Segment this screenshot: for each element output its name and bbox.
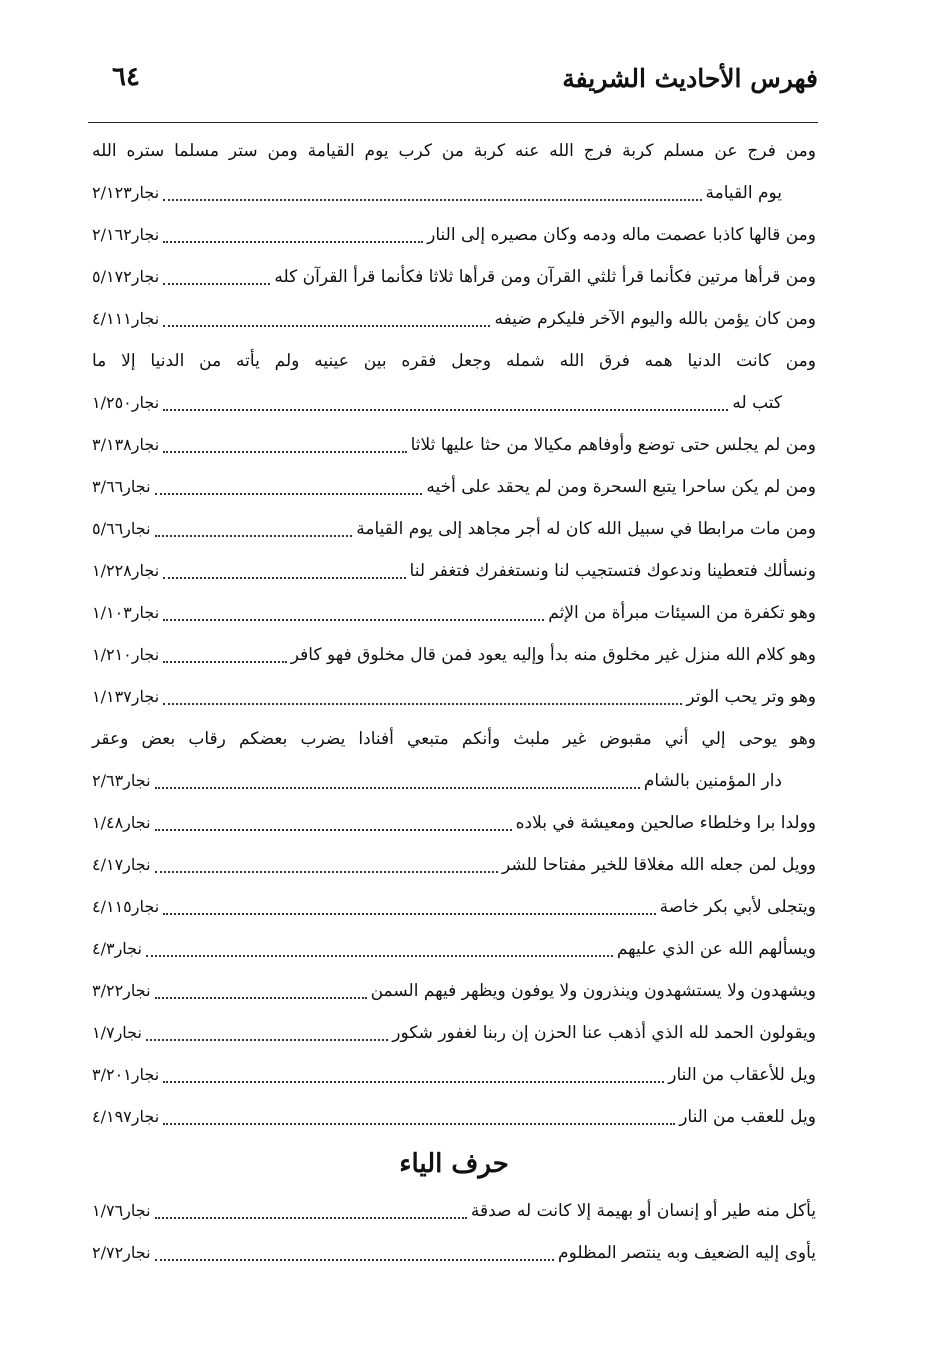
dot-leader — [155, 1217, 467, 1219]
index-entry — [92, 340, 816, 382]
entry-reference: نجار١/٧٦ — [92, 1201, 151, 1220]
dot-leader — [155, 787, 640, 789]
index-entry — [92, 1190, 816, 1232]
dot-leader — [155, 829, 512, 831]
entry-text: ويقولون الحمد لله الذي أذهب عنا الحزن إن ربنا لغفور شكور — [392, 1023, 816, 1043]
index-entry — [92, 214, 816, 256]
dot-leader — [163, 577, 405, 579]
entry-reference: نجار١/٢١٠ — [92, 645, 160, 664]
entry-reference: نجار٤/١٧ — [92, 855, 151, 874]
dot-leader — [155, 871, 498, 873]
entry-text: ونسألك فتعطينا وندعوك فتستجيب لنا ونستغفرك فتغفر لنا — [409, 561, 816, 581]
entry-text: يأوى إليه الضعيف وبه ينتصر المظلوم — [558, 1243, 816, 1263]
hadith-index-list — [92, 130, 816, 1274]
entry-reference: نجار٤/١١١ — [92, 309, 160, 328]
entry-text: ويسألهم الله عن الذي عليهم — [616, 939, 816, 959]
page-title: فهرس الأحاديث الشريفة — [562, 64, 818, 93]
dot-leader — [155, 493, 423, 495]
dot-leader — [163, 1081, 664, 1083]
entry-text: يوم القيامة — [705, 183, 782, 203]
entry-reference: نجار٥/١٧٢ — [92, 267, 160, 286]
dot-leader — [163, 913, 655, 915]
dot-leader — [155, 535, 353, 537]
entry-text: ومن مات مرابطا في سبيل الله كان له أجر مجاهد إلى يوم القيامة — [356, 519, 816, 539]
index-entry — [92, 760, 816, 802]
header-rule — [88, 122, 818, 123]
index-entry — [92, 928, 816, 970]
entry-text: كتب له — [732, 393, 782, 413]
dot-leader — [155, 1259, 554, 1261]
dot-leader — [146, 955, 613, 957]
index-entry — [92, 718, 816, 760]
index-entry — [92, 844, 816, 886]
dot-leader — [163, 451, 406, 453]
entry-text: ويل للأعقاب من النار — [668, 1065, 816, 1085]
index-entry — [92, 676, 816, 718]
entry-text: ومن لم يكن ساحرا يتبع السحرة ومن لم يحقد على أخيه — [426, 477, 816, 497]
index-entry — [92, 298, 816, 340]
entry-reference: نجار٤/٣ — [92, 939, 142, 958]
entry-text: وهو تكفرة من السيئات مبرأة من الإثم — [548, 603, 816, 623]
entry-reference: نجار٢/١٦٢ — [92, 225, 160, 244]
entry-text: ومن كانت الدنيا همه فرق الله شمله وجعل فقره بين عينيه ولم يأته من الدنيا إلا ما — [92, 351, 816, 371]
index-entry — [92, 172, 816, 214]
index-entry — [92, 1012, 816, 1054]
page-header — [88, 56, 818, 108]
entry-reference: نجار٢/١٢٣ — [92, 183, 160, 202]
index-entry — [92, 508, 816, 550]
entry-text: دار المؤمنين بالشام — [643, 771, 782, 791]
dot-leader — [163, 619, 544, 621]
entry-reference: نجار١/٧ — [92, 1023, 142, 1042]
entry-reference: نجار٣/٢٠١ — [92, 1065, 160, 1084]
dot-leader — [163, 409, 728, 411]
dot-leader — [146, 1039, 388, 1041]
dot-leader — [163, 283, 270, 285]
dot-leader — [163, 325, 490, 327]
entry-reference: نجار٥/٦٦ — [92, 519, 151, 538]
index-entry — [92, 1054, 816, 1096]
dot-leader — [155, 997, 367, 999]
entry-text: ويتجلى لأبي بكر خاصة — [659, 897, 816, 917]
dot-leader — [163, 1123, 675, 1125]
entry-reference: نجار٤/١٩٧ — [92, 1107, 160, 1126]
entry-reference: نجار١/١٣٧ — [92, 687, 160, 706]
entry-text: ويشهدون ولا يستشهدون وينذرون ولا يوفون ويظهر فيهم السمن — [370, 981, 816, 1001]
entry-text: وهو وتر يحب الوتر — [686, 687, 816, 707]
index-entry — [92, 802, 816, 844]
entry-reference: نجار٣/١٣٨ — [92, 435, 160, 454]
entry-reference: نجار٢/٧٢ — [92, 1243, 151, 1262]
index-entry — [92, 634, 816, 676]
dot-leader — [163, 199, 701, 201]
index-entry — [92, 550, 816, 592]
index-entry — [92, 424, 816, 466]
index-entry — [92, 886, 816, 928]
entry-reference: نجار١/٤٨ — [92, 813, 151, 832]
dot-leader — [163, 661, 287, 663]
entry-text: ومن فرج عن مسلم كربة فرج الله عنه كربة من كرب يوم القيامة ومن ستر مسلما ستره الله — [92, 141, 816, 161]
entry-reference: نجار١/٢٢٨ — [92, 561, 160, 580]
index-entry — [92, 1096, 816, 1138]
entry-text: يأكل منه طير أو إنسان أو بهيمة إلا كانت له صدقة — [470, 1201, 816, 1221]
entry-reference: نجار٣/٢٢ — [92, 981, 151, 1000]
index-entry — [92, 1232, 816, 1274]
index-entry — [92, 466, 816, 508]
entry-text: وويل لمن جعله الله مغلاقا للخير مفتاحا للشر — [501, 855, 816, 875]
entry-text: وهو كلام الله منزل غير مخلوق منه بدأ وإليه يعود فمن قال مخلوق فهو كافر — [290, 645, 816, 665]
entry-reference: نجار٣/٦٦ — [92, 477, 151, 496]
entry-text: ويل للعقب من النار — [679, 1107, 816, 1127]
index-entry — [92, 970, 816, 1012]
dot-leader — [163, 703, 682, 705]
index-entry — [92, 592, 816, 634]
entry-text: وولدا برا وخلطاء صالحين ومعيشة في بلاده — [515, 813, 816, 833]
entries-section — [92, 1190, 816, 1274]
entry-text: وهو يوحى إلي أني مقبوض غير ملبث وأنكم متبعي أفنادا يضرب بعضكم رقاب بعض وعقر — [92, 729, 816, 749]
entry-reference: نجار٤/١١٥ — [92, 897, 160, 916]
dot-leader — [163, 241, 423, 243]
section-title: حرف الياء — [399, 1149, 509, 1179]
index-entry — [92, 382, 816, 424]
index-entry — [92, 256, 816, 298]
entry-text: ومن لم يجلس حتى توضع وأوفاهم مكيالا من حثا عليها ثلاثا — [410, 435, 816, 455]
entry-reference: نجار٢/٦٣ — [92, 771, 151, 790]
index-entry — [92, 130, 816, 172]
entries-main — [92, 130, 816, 1138]
entry-reference: نجار١/٢٥٠ — [92, 393, 160, 412]
entry-reference: نجار١/١٠٣ — [92, 603, 160, 622]
page-number: ٦٤ — [112, 62, 140, 92]
entry-text: ومن كان يؤمن بالله واليوم الآخر فليكرم ضيفه — [494, 309, 816, 329]
entry-text: ومن قالها كاذبا عصمت ماله ودمه وكان مصيره إلى النار — [427, 225, 816, 245]
entry-text: ومن قرأها مرتين فكأنما قرأ ثلثي القرآن ومن قرأها ثلاثا فكأنما قرأ القرآن كله — [274, 267, 816, 287]
